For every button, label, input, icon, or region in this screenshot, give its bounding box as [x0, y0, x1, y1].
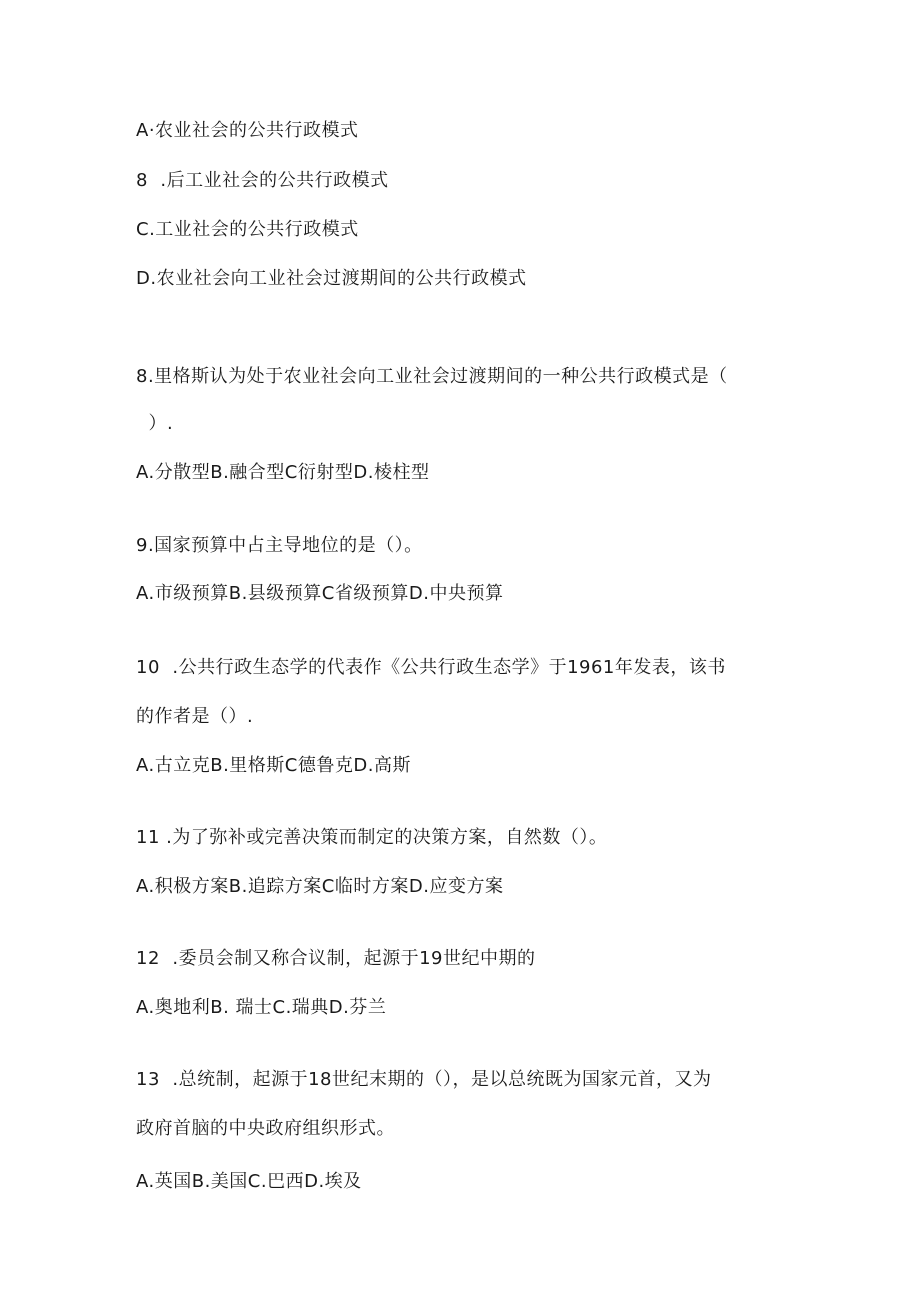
question-text: 11 .为了弥补或完善决策而制定的决策方案，自然数（）。 [136, 827, 608, 848]
option-line: A.分散型B.融合型C衍射型D.棱柱型 [136, 462, 430, 483]
question-text: 9.国家预算中占主导地位的是（）。 [136, 535, 423, 556]
option-line: 8 .后工业社会的公共行政模式 [136, 170, 389, 191]
option-line: A.积极方案B.追踪方案C临时方案D.应变方案 [136, 876, 504, 897]
question-text: 12 .委员会制又称合议制，起源于19世纪中期的 [136, 948, 536, 969]
option-line: A.英国B.美国C.巴西D.埃及 [136, 1171, 362, 1192]
option-line: A.奥地利B. 瑞士C.瑞典D.芬兰 [136, 997, 387, 1018]
question-text: 政府首脑的中央政府组织形式。 [136, 1118, 395, 1139]
option-line: A.古立克B.里格斯C德鲁克D.高斯 [136, 755, 411, 776]
question-text: 的作者是（）. [136, 706, 254, 727]
question-text: 8.里格斯认为处于农业社会向工业社会过渡期间的一种公共行政模式是（ [136, 366, 728, 387]
question-text: ）. [136, 413, 174, 434]
option-line: A.市级预算B.县级预算C省级预算D.中央预算 [136, 583, 504, 604]
question-text: 13 .总统制，起源于18世纪末期的（），是以总统既为国家元首，又为 [136, 1069, 712, 1090]
option-line: A·农业社会的公共行政模式 [136, 120, 359, 141]
option-line: D.农业社会向工业社会过渡期间的公共行政模式 [136, 268, 527, 289]
question-text: 10 .公共行政生态学的代表作《公共行政生态学》于1961年发表，该书 [136, 657, 726, 678]
option-line: C.工业社会的公共行政模式 [136, 219, 359, 240]
